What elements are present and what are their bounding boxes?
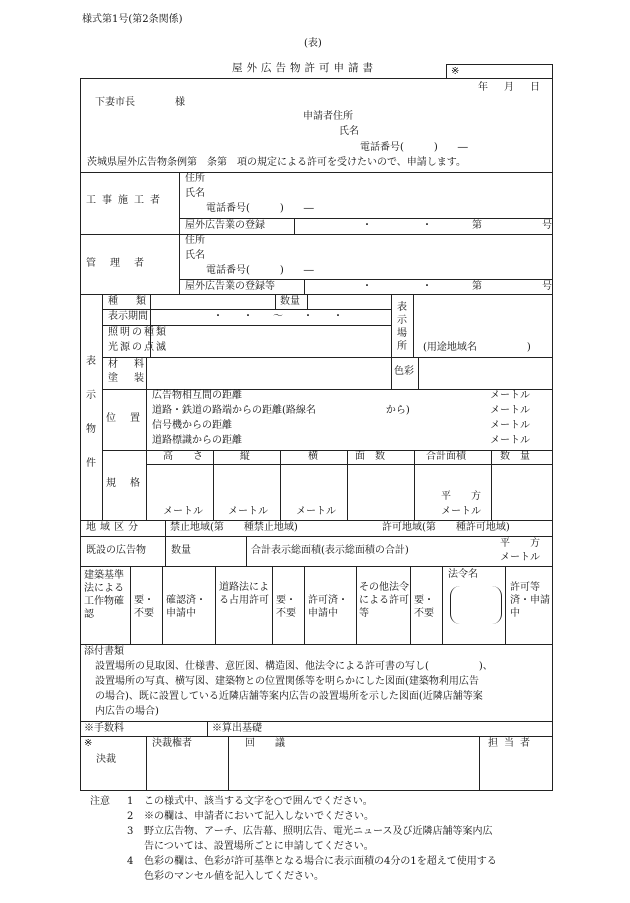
building-need[interactable]: 要・不要	[134, 595, 154, 619]
fee-label: ※手数料	[84, 723, 124, 734]
contractor-reg-label: 屋外広告業の登録	[185, 220, 265, 231]
decision-mark: ※	[84, 738, 93, 749]
position-2: 道路・鉄道の路端からの距離(路線名 から)	[152, 405, 410, 416]
other-status[interactable]: 許可等済・申請中	[510, 582, 550, 619]
attachments-title: 添付書類	[84, 646, 124, 657]
quantity-label: 数量	[280, 296, 300, 307]
law-name-label: 法令名	[448, 569, 478, 580]
spec-width-unit[interactable]: メートル	[296, 506, 336, 517]
contractor-phone[interactable]: 電話番号( ) ―	[206, 203, 314, 214]
position-3-unit[interactable]: メートル	[490, 420, 530, 431]
kind-label: 種 類	[108, 296, 150, 307]
spec-header-width: 横	[308, 451, 318, 462]
blinking-label: 光源の点滅	[108, 342, 168, 353]
page-title: 屋外広告物許可申請書	[232, 62, 377, 74]
color-label: 色彩	[394, 366, 414, 377]
position-4-unit[interactable]: メートル	[490, 435, 530, 446]
region-prohibited[interactable]: 禁止地域(第 種禁止地域)	[170, 522, 298, 533]
contractor-reg-value[interactable]: ・ ・ 第 号	[362, 220, 552, 231]
attachments-line-1: 設置場所の見取図、仕様書、意匠図、構造図、他法令による許可書の写し( )、	[95, 661, 493, 672]
note-1: この様式中、該当する文字を○で囲んでください。	[144, 796, 373, 807]
spec-area-unit-2[interactable]: メートル	[441, 506, 481, 517]
applicant-address-label[interactable]: 申請者住所	[303, 111, 353, 122]
date-field[interactable]: 年 月 日	[478, 82, 543, 93]
contractor-label: 工事施工者	[86, 195, 166, 206]
paint-label: 塗 装	[108, 373, 147, 384]
existing-unit-1: 平 方	[500, 538, 540, 549]
region-label: 地域区分	[86, 522, 142, 533]
road-status[interactable]: 許可済・申請中	[308, 595, 348, 619]
road-need[interactable]: 要・不要	[276, 595, 296, 619]
stamp-mark: ※	[451, 66, 460, 77]
attachments-line-4: 内広告の場合)	[95, 706, 159, 717]
review-label: 回 議	[245, 738, 285, 749]
note-4-cont: 色彩のマンセル値を記入してください。	[144, 871, 324, 882]
law-name-field[interactable]	[450, 586, 502, 624]
region-permitted[interactable]: 許可地域(第 種許可地域)	[382, 522, 510, 533]
position-1-unit[interactable]: メートル	[490, 390, 530, 401]
authority-label: 決裁権者	[152, 738, 192, 749]
application-statement: 茨城県屋外広告物条例第 条第 項の規定による許可を受けたいので、申請します。	[87, 157, 466, 168]
building-law-label: 建築基準法による工作物確認	[84, 570, 124, 620]
notes-label: 注意	[90, 796, 110, 807]
note-4: 色彩の欄は、色彩が許可基準となる場合に表示面積の4分の1を超えて使用する	[144, 856, 497, 867]
existing-unit-2: メートル	[500, 552, 540, 563]
manager-reg-label: 屋外広告業の登録等	[185, 281, 275, 292]
stamp-box[interactable]	[446, 64, 553, 79]
existing-quantity[interactable]: 数量	[171, 545, 191, 556]
note-3-cont: 告については、設置場所ごとに申請してください。	[144, 841, 374, 852]
manager-reg-value[interactable]: ・ ・ 第 号	[362, 281, 552, 292]
note-3-no: 3	[127, 826, 134, 837]
location-label: 表示場所	[397, 302, 407, 352]
note-4-no: 4	[127, 856, 134, 867]
position-3: 信号機からの距離	[152, 420, 232, 431]
spec-header-count: 数 量	[500, 451, 530, 462]
applicant-name-label[interactable]: 氏名	[339, 126, 359, 137]
note-1-no: 1	[127, 796, 134, 807]
contractor-address[interactable]: 住所	[185, 173, 205, 184]
form-number: 様式第1号(第2条関係)	[82, 14, 183, 25]
material-label: 材 料	[108, 359, 147, 370]
applicant-phone[interactable]: 電話番号( ) ―	[360, 142, 468, 153]
spec-height-unit[interactable]: メートル	[163, 506, 203, 517]
spec-label: 規 格	[106, 478, 142, 489]
period-label: 表示期間	[108, 311, 148, 322]
form-side: (表)	[304, 38, 322, 49]
contractor-name[interactable]: 氏名	[185, 188, 205, 199]
position-label: 位 置	[106, 413, 142, 424]
manager-label: 管理者	[86, 258, 158, 269]
zoning-name[interactable]: (用途地域名 )	[423, 342, 531, 353]
building-status[interactable]: 確認済・申請中	[166, 595, 206, 619]
position-2-unit[interactable]: メートル	[490, 405, 530, 416]
manager-phone[interactable]: 電話番号( ) ―	[206, 265, 314, 276]
position-4: 道路標識からの距離	[152, 435, 242, 446]
manager-name[interactable]: 氏名	[185, 250, 205, 261]
note-2: ※の欄は、申請者において記入しないでください。	[144, 811, 374, 822]
basis-label: ※算出基礎	[212, 723, 262, 734]
existing-total[interactable]: 合計表示総面積(表示総面積の合計)	[251, 545, 409, 556]
manager-address[interactable]: 住所	[185, 235, 205, 246]
lighting-label: 照明の種類	[108, 327, 168, 338]
addressee: 下妻市長 様	[95, 97, 185, 108]
road-law-label: 道路法による占用許可	[219, 582, 269, 606]
note-3: 野立広告物、アーチ、広告幕、照明広告、電光ニュース及び近隣店舗等案内広	[144, 826, 493, 837]
note-2-no: 2	[127, 811, 134, 822]
spec-length-unit[interactable]: メートル	[228, 506, 268, 517]
position-1: 広告物相互間の距離	[152, 390, 242, 401]
other-law-label: その他法令による許可等	[359, 582, 409, 619]
spec-header-faces: 面 数	[355, 451, 385, 462]
spec-header-height: 高 さ	[163, 451, 203, 462]
display-section-label: 表示物件	[86, 356, 96, 469]
spec-area-unit-1[interactable]: 平 方	[441, 491, 481, 502]
decision-label: 決裁	[96, 754, 116, 765]
other-need[interactable]: 要・不要	[414, 595, 434, 619]
attachments-line-2: 設置場所の写真、横写図、建築物との位置関係等を明らかにした図面(建築物利用広告	[95, 676, 479, 687]
existing-label: 既設の広告物	[86, 545, 146, 556]
staff-label: 担当者	[488, 738, 536, 749]
period-value[interactable]: ・ ・ 〜 ・ ・	[213, 311, 343, 322]
spec-header-total-area: 合計面積	[426, 451, 466, 462]
attachments-line-3: の場合)、既に設置している近隣店舗等案内広告の設置場所を示した図面(近隣店舗等案	[95, 691, 483, 702]
spec-header-length: 縦	[240, 451, 250, 462]
